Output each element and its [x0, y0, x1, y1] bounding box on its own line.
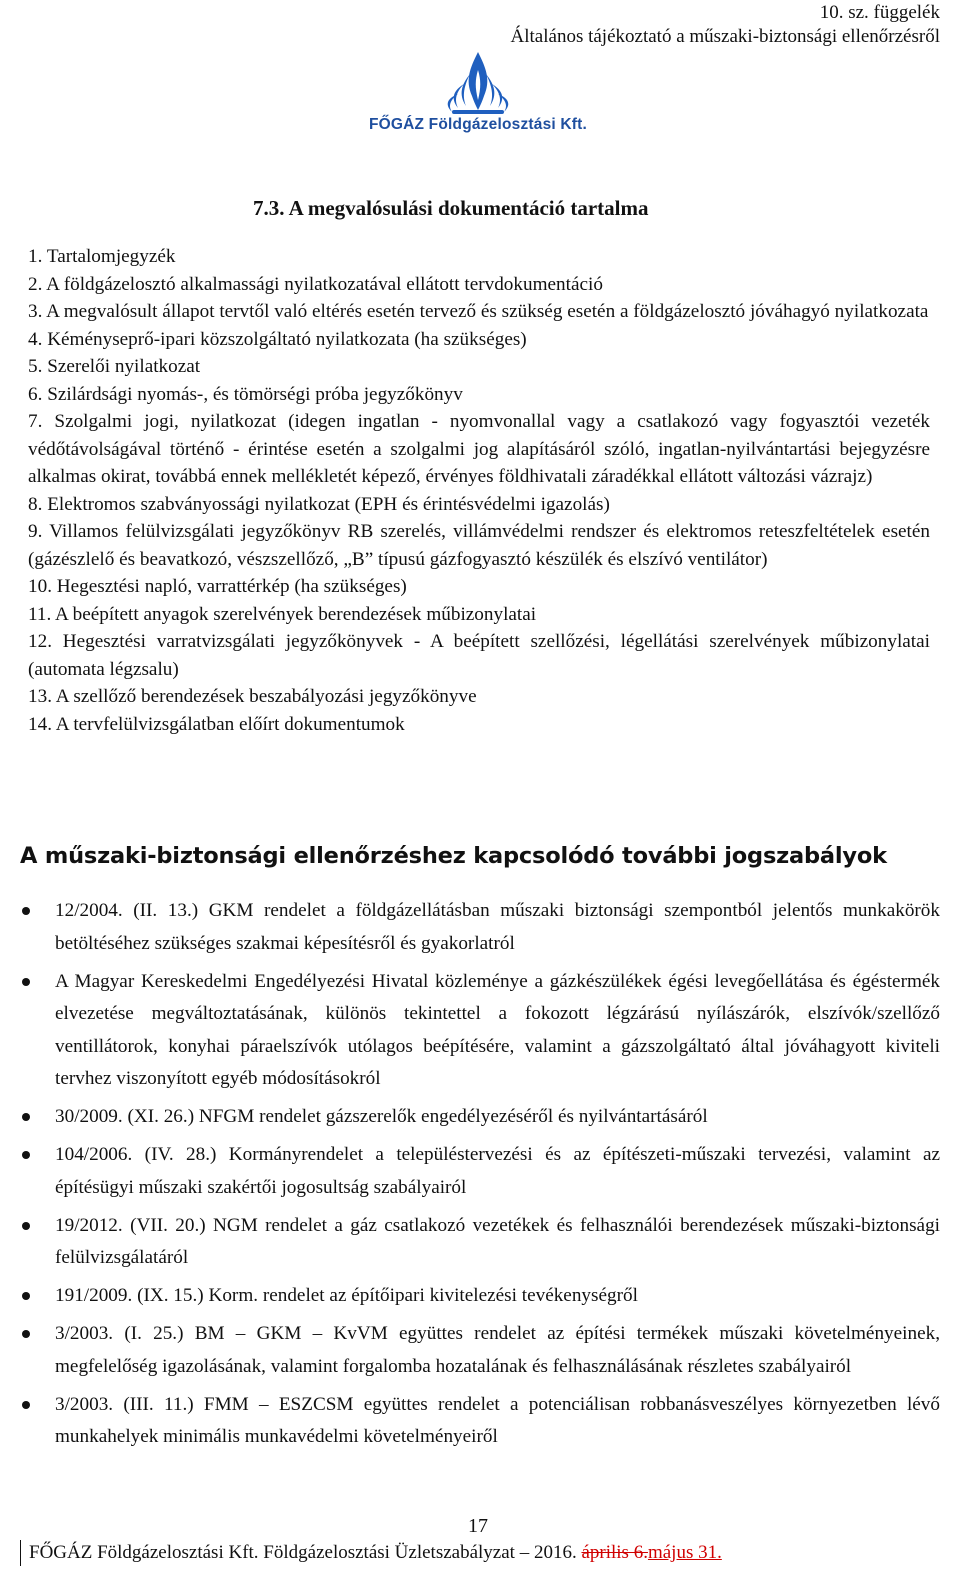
law-item [0, 1318, 940, 1383]
law-item [0, 1389, 940, 1454]
law-item [0, 1280, 940, 1313]
list-item: 9. Villamos felülvizsgálati jegyzőkönyv RB szerelés, villámvédelmi rendszer és elektromos reteszfeltételek esetén (gázészlelő és beavatkozó, vészszellőző, „B” típusú gázfogyasztó készülék és elszívó ventilátor) [28, 521, 930, 570]
bullet-icon [22, 1330, 30, 1338]
law-item [0, 1210, 940, 1275]
list-item: 5. Szerelői nyilatkozat [28, 356, 201, 377]
documentation-contents-list [28, 243, 930, 738]
section-title: 7.3. A megvalósulási dokumentáció tartalma [253, 196, 649, 220]
law-text: 3/2003. (III. 11.) FMM – ESZCSM együttes rendelet a potenciálisan robbanásveszélyes környezetben lévő munkahelyek minimális munkavédelmi követelményeiről [55, 1393, 940, 1447]
list-item: 13. A szellőző berendezések beszabályozási jegyzőkönyve [28, 686, 477, 707]
header-appendix-number: 10. sz. függelék [819, 2, 940, 23]
flame-icon [358, 50, 598, 116]
law-text: 104/2006. (IV. 28.) Kormányrendelet a településtervezési és az építészeti-műszaki tervezési, valamint az építésügyi műszaki szakértői jogosultság szabályairól [55, 1144, 940, 1198]
laws-list [0, 895, 960, 1459]
bullet-icon [22, 1113, 30, 1121]
law-text: 191/2009. (IX. 15.) Korm. rendelet az építőipari kivitelezési tevékenységről [55, 1285, 638, 1306]
list-item: 8. Elektromos szabványossági nyilatkozat (EPH és érintésvédelmi igazolás) [28, 493, 610, 515]
law-text: 19/2012. (VII. 20.) NGM rendelet a gáz csatlakozó vezetékek és felhasználói berendezések műszaki-biztonsági felülvizsgálatáról [55, 1214, 940, 1268]
list-item: 3. A megvalósult állapot tervtől való eltérés esetén tervező és szükség esetén a földgázelosztó jóváhagyó nyilatkozata [28, 301, 929, 322]
list-item: 11. A beépített anyagok szerelvények berendezések műbizonylatai [28, 603, 537, 625]
law-text: A Magyar Kereskedelmi Engedélyezési Hivatal közleménye a gázkészülékek égési levegőellátása és égéstermék elvezetése megváltoztatásának, különös tekintettel a fokozott légzárású nyílászárók, elszívók/szellőző ventillátorok, konyhai páraelszívók utólagos beépítésére, valamint a gázszolgáltató által jóváhagyott kiviteli tervhez viszonyított egyéb módosításokról [55, 970, 940, 1089]
company-logo [358, 50, 598, 142]
page-footer [20, 1540, 722, 1566]
laws-heading: A műszaki-biztonsági ellenőrzéshez kapcsolódó további jogszabályok [20, 843, 887, 869]
bullet-icon [22, 1292, 30, 1300]
list-item: 6. Szilárdsági nyomás-, és tömörségi próba jegyzőkönyv [28, 383, 463, 405]
footer-deleted-date: április 6. [581, 1542, 648, 1563]
list-item: 2. A földgázelosztó alkalmassági nyilatkozatával ellátott tervdokumentáció [28, 273, 603, 295]
list-item: 14. A tervfelülvizsgálatban előírt dokumentumok [28, 713, 405, 735]
list-item: 1. Tartalomjegyzék [28, 246, 176, 267]
footer-inserted-date: május 31. [647, 1542, 722, 1563]
bullet-icon [22, 1222, 30, 1230]
logo-text: FŐGÁZ Földgázelosztási Kft. [368, 116, 588, 133]
header-document-title: Általános tájékoztató a műszaki-biztonsági ellenőrzésről [510, 26, 940, 47]
law-item [0, 1101, 940, 1134]
law-item [0, 895, 940, 960]
list-item: 4. Kéményseprő-ipari közszolgáltató nyilatkozata (ha szükséges) [28, 328, 527, 350]
law-text: 30/2009. (XI. 26.) NFGM rendelet gázszerelők engedélyezéséről és nyilvántartásáról [55, 1106, 708, 1127]
bullet-icon [22, 978, 30, 986]
law-item [0, 966, 940, 1096]
bullet-icon [22, 907, 30, 915]
bullet-icon [22, 1151, 30, 1159]
list-item: 7. Szolgalmi jogi, nyilatkozat (idegen ingatlan - nyomvonallal vagy a csatlakozó vagy fogyasztói vezeték védőtávolságával történő - érintése esetén a szolgalmi jog alapításáról szóló, ingatlan-nyilvántartási bejegyzésre alkalmas okirat, továbbá ennek mellékletét képező, érvényes földhivatali záradékkal ellátott változási vázrajz) [28, 411, 930, 487]
list-item: 10. Hegesztési napló, varrattérkép (ha szükséges) [28, 576, 407, 597]
bullet-icon [22, 1401, 30, 1409]
footer-text: FŐGÁZ Földgázelosztási Kft. Földgázelosztási Üzletszabályzat – 2016. [29, 1542, 577, 1563]
law-text: 3/2003. (I. 25.) BM – GKM – KvVM együttes rendelet az építési termékek műszaki követelményeinek, megfelelőség igazolásának, valamint forgalomba hozatalának és felhasználásának részletes szabályairól [55, 1323, 940, 1377]
page-number: 17 [468, 1515, 488, 1537]
law-text: 12/2004. (II. 13.) GKM rendelet a földgázellátásban műszaki biztonsági szempontból jelentős munkakörök betöltéséhez szükséges szakmai képesítésről és gyakorlatról [55, 900, 940, 954]
list-item: 12. Hegesztési varratvizsgálati jegyzőkönyvek - A beépített szellőzési, légellátási szerelvények műbizonylatai (automata légzsalu) [28, 631, 930, 680]
law-item [0, 1139, 940, 1204]
